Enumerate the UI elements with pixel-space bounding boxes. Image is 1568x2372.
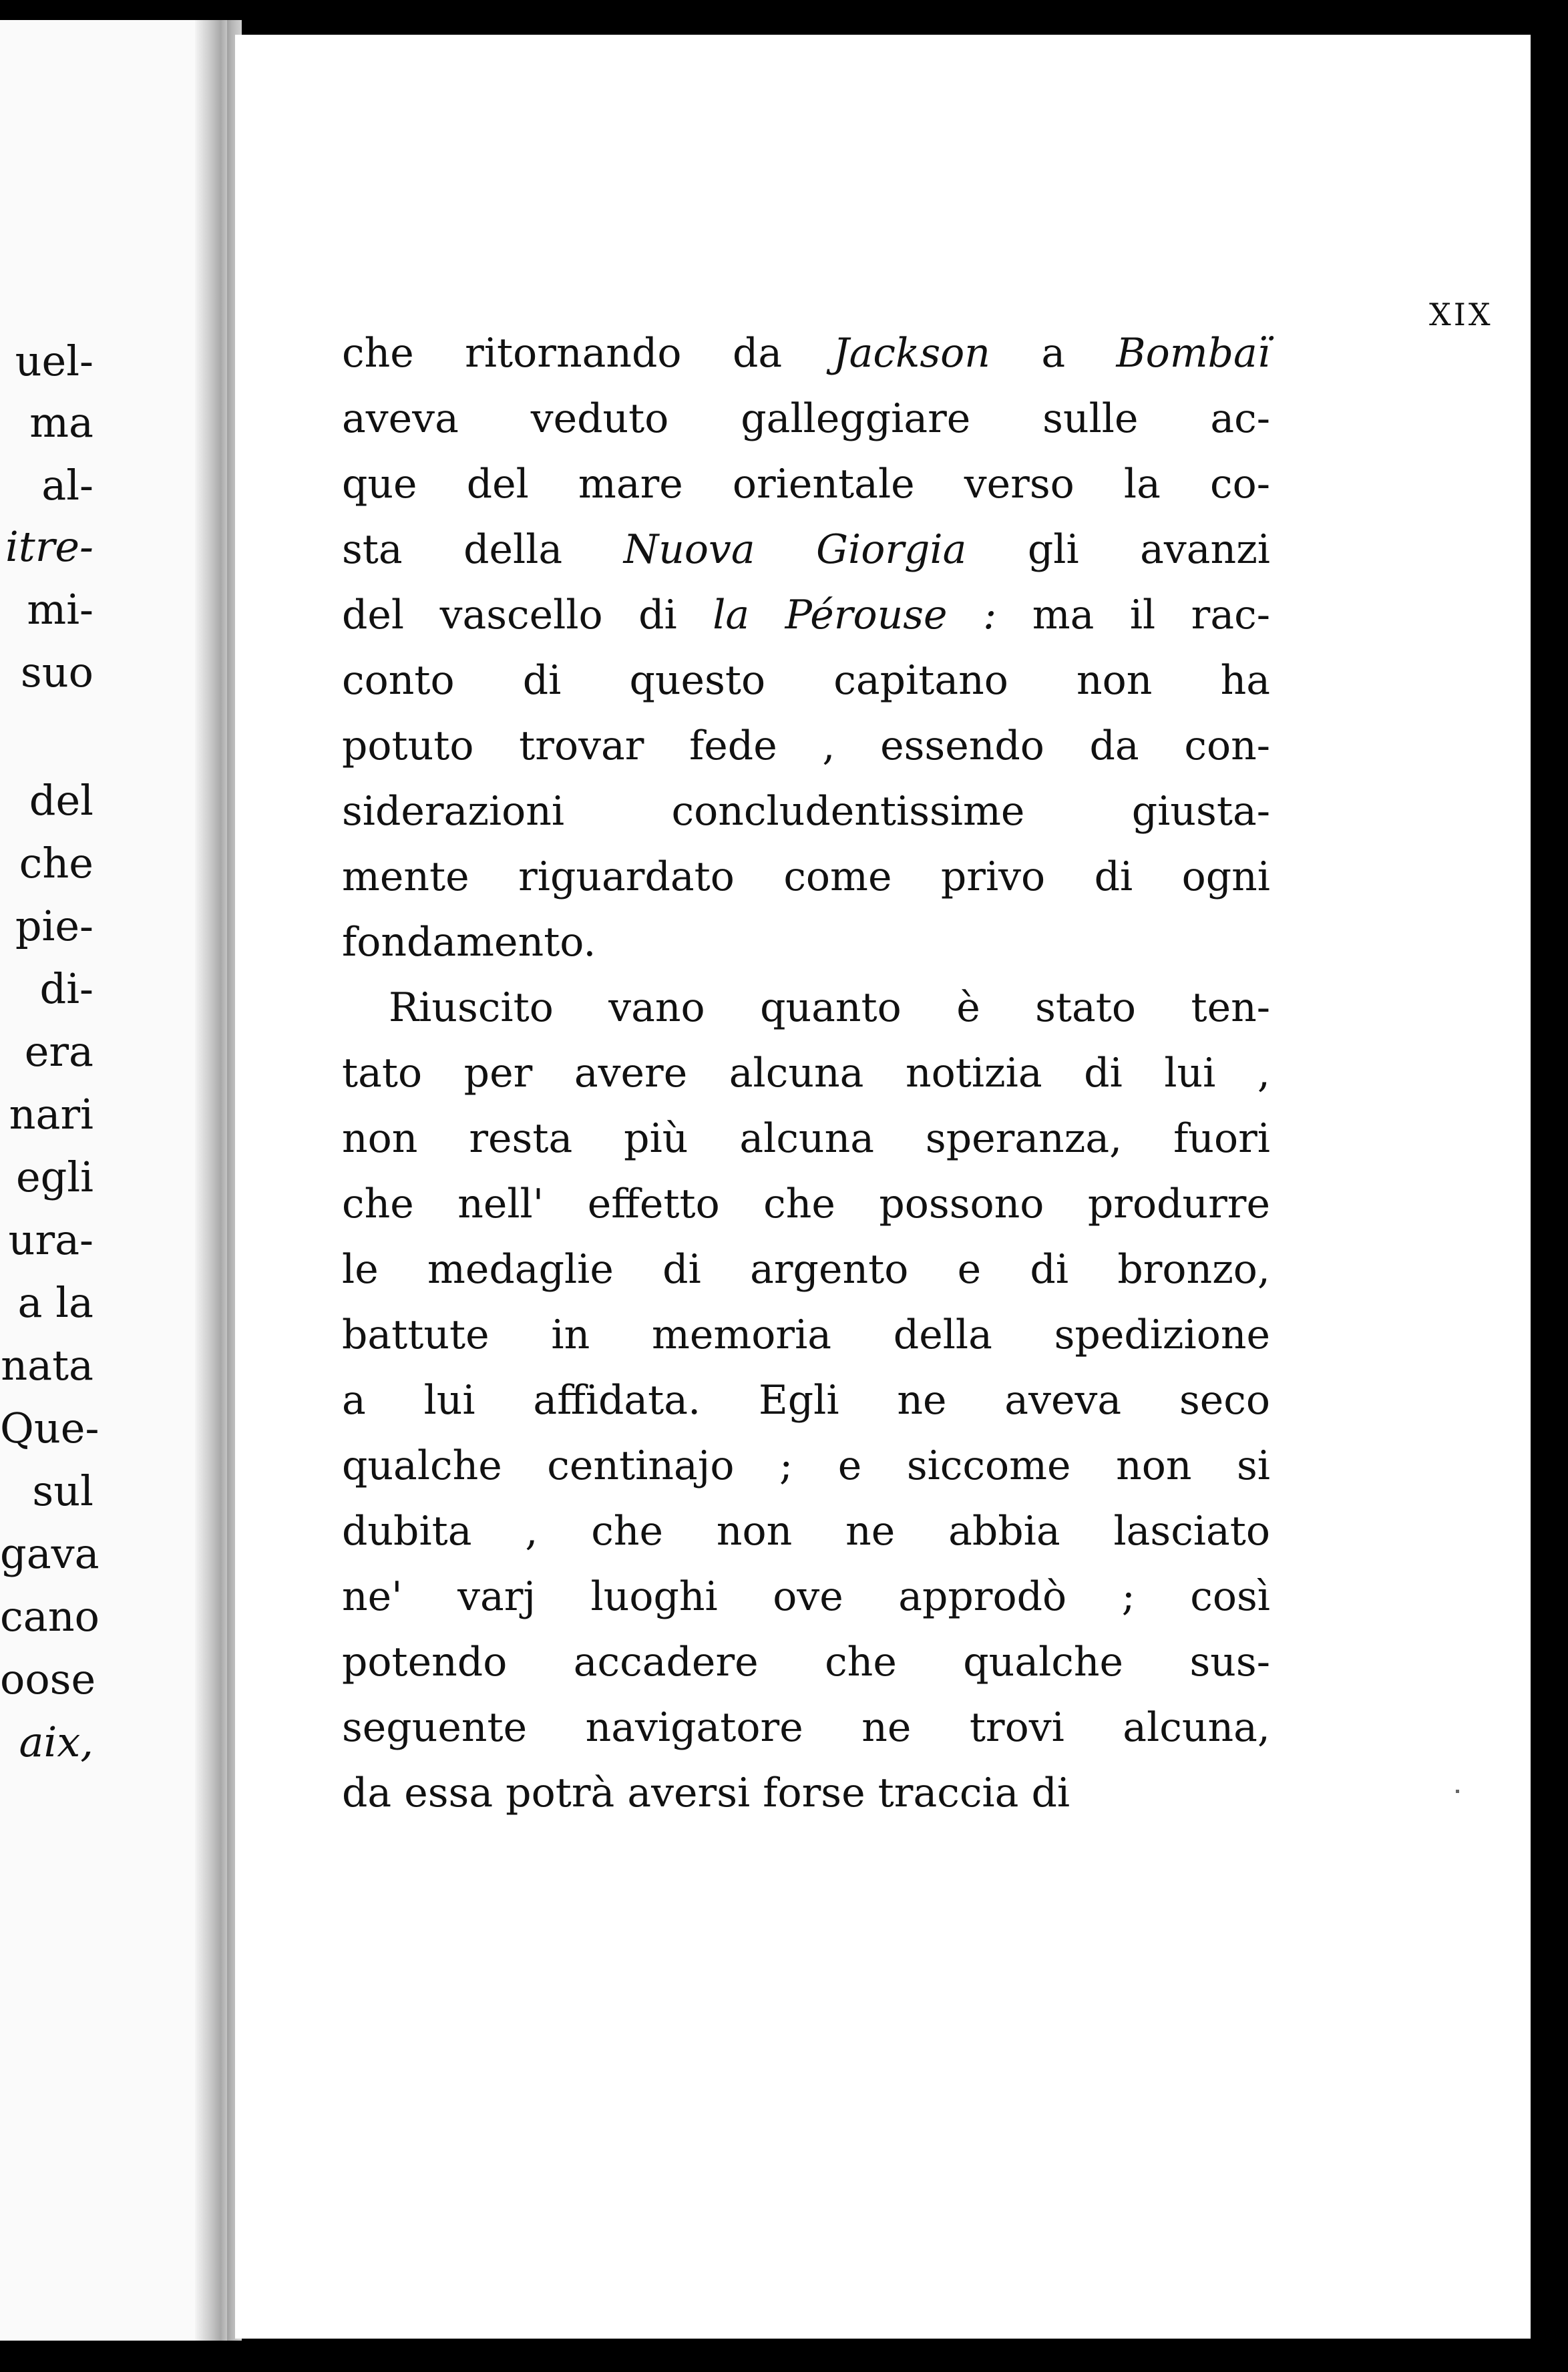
page-number: XIX bbox=[1429, 296, 1493, 333]
text-line bbox=[342, 1695, 1270, 1760]
text-line bbox=[342, 1433, 1270, 1499]
text-line bbox=[342, 1368, 1270, 1433]
previous-page-line: suo bbox=[20, 648, 93, 697]
previous-page-line: aix, bbox=[19, 1718, 93, 1766]
previous-page-line: mi- bbox=[27, 585, 93, 634]
text-run: le medaglie di argento e di bronzo, bbox=[342, 1246, 1270, 1293]
italic-text-run: la Pérouse : bbox=[713, 592, 997, 638]
previous-page-line: Que- bbox=[0, 1404, 100, 1452]
previous-page-line: ura- bbox=[8, 1215, 93, 1264]
previous-page-line: del bbox=[29, 776, 93, 825]
previous-page-line: uel- bbox=[15, 337, 93, 385]
italic-text-run: Bombaï bbox=[1116, 330, 1270, 377]
previous-page-line: era bbox=[24, 1027, 93, 1076]
text-run: fondamento. bbox=[342, 919, 596, 966]
text-run: che nell' effetto che possono produrre bbox=[342, 1181, 1270, 1227]
text-line bbox=[342, 1760, 1270, 1826]
text-line bbox=[342, 910, 1270, 975]
previous-page-line: nari bbox=[9, 1090, 93, 1139]
text-run: mente riguardato come privo di ogni bbox=[342, 853, 1270, 900]
text-line bbox=[342, 1237, 1270, 1302]
previous-page-line: itre- bbox=[5, 522, 93, 571]
italic-text-run: Nuova Giorgia bbox=[623, 526, 967, 573]
text-run: conto di questo capitano non ha bbox=[342, 657, 1270, 704]
text-line bbox=[342, 517, 1270, 582]
text-line bbox=[342, 582, 1270, 648]
text-line bbox=[342, 844, 1270, 910]
text-run: che ritornando da bbox=[342, 330, 833, 377]
text-line bbox=[342, 321, 1270, 386]
text-run: gli avanzi bbox=[966, 526, 1270, 573]
previous-page-line: al- bbox=[41, 461, 93, 510]
text-run: ne' varj luoghi ove approdò ; così bbox=[342, 1573, 1270, 1620]
text-run: a lui affidata. Egli ne aveva seco bbox=[342, 1377, 1270, 1424]
text-line bbox=[342, 1106, 1270, 1171]
text-run: ma il rac- bbox=[996, 592, 1271, 638]
previous-page-line: nata bbox=[1, 1341, 93, 1390]
text-line bbox=[342, 713, 1270, 779]
text-run: seguente navigatore ne trovi alcuna, bbox=[342, 1704, 1270, 1751]
text-run: potendo accadere che qualche sus- bbox=[342, 1639, 1270, 1686]
previous-page-line: ma bbox=[29, 398, 93, 447]
paragraph-1 bbox=[342, 321, 1270, 975]
text-line bbox=[342, 1040, 1270, 1106]
previous-page-line: gava bbox=[0, 1529, 100, 1578]
text-run: tato per avere alcuna notizia di lui , bbox=[342, 1050, 1270, 1097]
text-run: da essa potrà aversi forse traccia di bbox=[342, 1770, 1070, 1816]
text-run: del vascello di bbox=[342, 592, 713, 638]
text-line bbox=[342, 1629, 1270, 1695]
previous-page-line: pie- bbox=[15, 902, 93, 950]
text-line bbox=[342, 1499, 1270, 1564]
text-run: qualche centinajo ; e siccome non si bbox=[342, 1442, 1270, 1489]
text-run: battute in memoria della spedizione bbox=[342, 1312, 1270, 1358]
text-line bbox=[342, 648, 1270, 713]
text-line bbox=[342, 975, 1270, 1040]
text-line bbox=[342, 1564, 1270, 1629]
text-run: siderazioni concludentissime giusta- bbox=[342, 788, 1270, 835]
text-line bbox=[342, 1302, 1270, 1368]
text-line bbox=[342, 1171, 1270, 1237]
text-run: Riuscito vano quanto è stato ten- bbox=[389, 984, 1270, 1031]
text-line bbox=[342, 386, 1270, 451]
previous-page-line: cano bbox=[0, 1592, 100, 1641]
italic-text-run: Jackson bbox=[833, 330, 990, 377]
previous-page-line: egli bbox=[15, 1153, 93, 1201]
previous-page-line: che bbox=[19, 839, 93, 887]
scan-speck bbox=[1055, 27, 1062, 32]
previous-page-line: di- bbox=[39, 964, 93, 1013]
text-run: a bbox=[990, 330, 1117, 377]
text-run: que del mare orientale verso la co- bbox=[342, 461, 1270, 508]
previous-page-line: a la bbox=[17, 1278, 93, 1327]
text-run: aveva veduto galleggiare sulle ac- bbox=[342, 395, 1270, 442]
text-run: dubita , che non ne abbia lasciato bbox=[342, 1508, 1270, 1555]
text-line bbox=[342, 451, 1270, 517]
body-text bbox=[342, 321, 1270, 1826]
paragraph-2 bbox=[342, 975, 1270, 1826]
previous-page-line: sul bbox=[32, 1466, 93, 1515]
text-run: sta della bbox=[342, 526, 624, 573]
text-run: potuto trovar fede , essendo da con- bbox=[342, 723, 1270, 769]
text-line bbox=[342, 779, 1270, 844]
scan-speck bbox=[1456, 1790, 1459, 1793]
previous-page-line: oose bbox=[0, 1655, 96, 1704]
text-run: non resta più alcuna speranza, fuori bbox=[342, 1115, 1270, 1162]
